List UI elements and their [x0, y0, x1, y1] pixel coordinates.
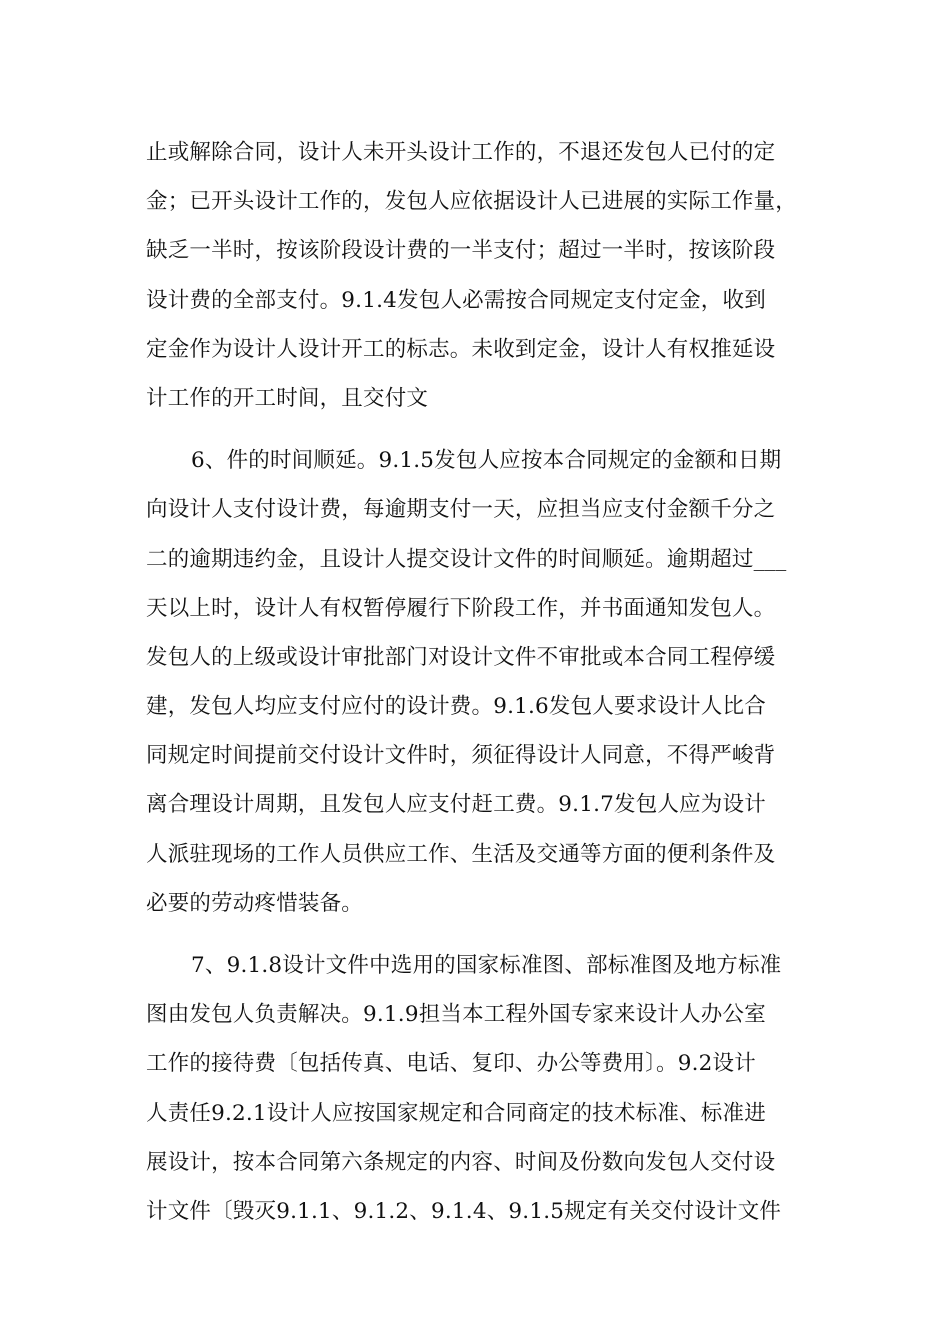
text-line: 展设计，按本合同第六条规定的内容、时间及份数向发包人交付设 — [146, 1149, 776, 1175]
paragraph-2 — [146, 436, 818, 928]
text-line: 计文件〔毁灭9.1.1、9.1.2、9.1.4、9.1.5规定有关交付设计文件 — [146, 1198, 782, 1224]
text-line: 缺乏一半时，按该阶段设计费的一半支付；超过一半时，按该阶段 — [146, 238, 776, 264]
text-line: 二的逾期违约金，且设计人提交设计文件的时间顺延。逾期超过___ — [146, 546, 787, 572]
text-line: 7、9.1.8设计文件中选用的国家标准图、部标准图及地方标准 — [191, 953, 782, 978]
text-line: 计工作的开工时间，且交付文 — [146, 385, 429, 411]
text-line: 人派驻现场的工作人员供应工作、生活及交通等方面的便利条件及 — [146, 841, 776, 867]
text-line: 定金作为设计人设计开工的标志。未收到定金，设计人有权推延设 — [146, 336, 776, 362]
paragraph-spacer — [146, 928, 818, 941]
document-body — [146, 128, 818, 1236]
text-line: 设计费的全部支付。9.1.4发包人必需按合同规定支付定金，收到 — [146, 287, 766, 313]
text-line: 止或解除合同，设计人未开头设计工作的，不退还发包人已付的定 — [146, 140, 776, 165]
text-line: 必要的劳动疼惜装备。 — [146, 890, 364, 916]
text-line: 同规定时间提前交付设计文件时，须征得设计人同意，不得严峻背 — [146, 743, 776, 769]
text-line: 天以上时，设计人有权暂停履行下阶段工作，并书面通知发包人。 — [146, 595, 776, 621]
paragraph-spacer — [146, 423, 818, 436]
text-line: 发包人的上级或设计审批部门对设计文件不审批或本合同工程停缓 — [146, 644, 776, 670]
paragraph-3 — [146, 941, 818, 1236]
text-line: 6、件的时间顺延。9.1.5发包人应按本合同规定的金额和日期 — [191, 448, 782, 474]
text-line: 向设计人支付设计费，每逾期支付一天，应担当应支付金额千分之 — [146, 497, 776, 523]
text-line: 离合理设计周期，且发包人应支付赶工费。9.1.7发包人应为设计 — [146, 792, 766, 818]
text-line: 人责任9.2.1设计人应按国家规定和合同商定的技术标准、标准进 — [146, 1100, 766, 1126]
text-line: 金；已开头设计工作的，发包人应依据设计人已进展的实际工作量， — [146, 189, 798, 215]
text-line: 工作的接待费〔包括传真、电话、复印、办公等费用〕。9.2设计 — [146, 1051, 756, 1077]
text-line: 图由发包人负责解决。9.1.9担当本工程外国专家来设计人办公室 — [146, 1002, 766, 1028]
paragraph-1 — [146, 128, 818, 423]
text-line: 建，发包人均应支付应付的设计费。9.1.6发包人要求设计人比合 — [146, 694, 766, 720]
